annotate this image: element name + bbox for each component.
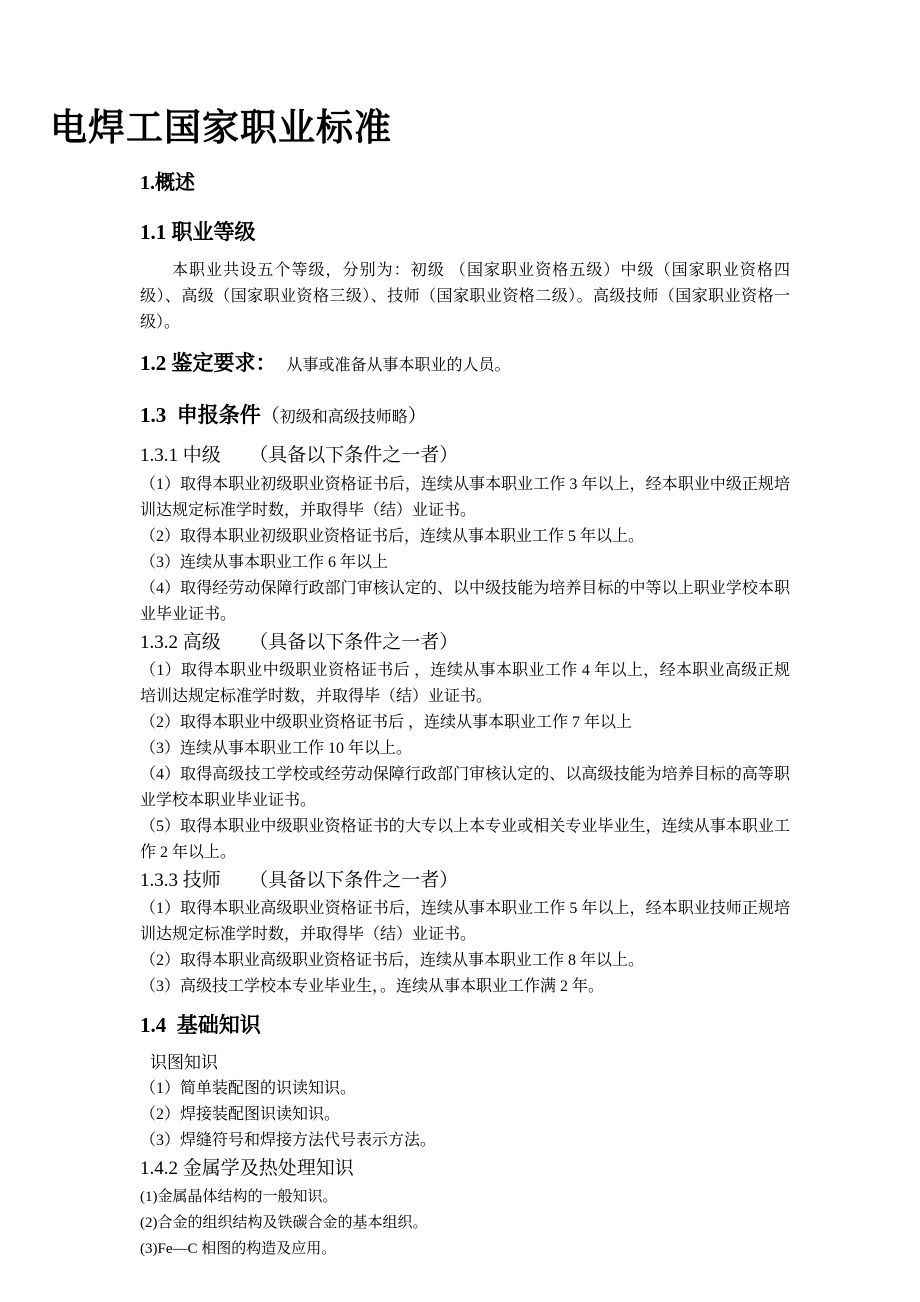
metallurgy-item: (1)金属晶体结构的一般知识。: [140, 1189, 338, 1205]
knowledge-item: （3）焊缝符号和焊接方法代号表示方法。: [140, 1132, 437, 1149]
heading-1-3-note: 初级和高级技师略: [279, 409, 408, 426]
paragraph-occupation-grades: 本职业共设五个等级，分别为：初级 （国家职业资格五级）中级（国家职业资格四级）、高级（国家职业资格三级）、技师（国家职业资格二级）。高级技师（国家职业资格一级）。: [140, 262, 790, 331]
requirement-item: （4）取得经劳动保障行政部门审核认定的、以中级技能为培养目标的中等以上职业学校本职业毕业证书。: [140, 580, 790, 623]
heading-1-3-2: 1.3.2 高级 （具备以下条件之一者）: [140, 632, 459, 653]
heading-1-3-1: 1.3.1 中级 （具备以下条件之一者）: [140, 445, 459, 466]
requirement-item: （2）取得本职业高级职业资格证书后，连续从事本职业工作 8 年以上。: [140, 952, 645, 969]
heading-1-2-label: 1.2 鉴定要求：: [140, 351, 277, 375]
knowledge-item: （2）焊接装配图识读知识。: [140, 1106, 341, 1123]
requirement-item: （1）取得本职业高级职业资格证书后，连续从事本职业工作 5 年以上，经本职业技师正规培训达规定标准学时数，并取得毕（结）业证书。: [140, 900, 790, 943]
heading-1-3-3: 1.3.3 技师 （具备以下条件之一者）: [140, 870, 459, 891]
requirement-item: （1）取得本职业初级职业资格证书后，连续从事本职业工作 3 年以上，经本职业中级正规培训达规定标准学时数，并取得毕（结）业证书。: [140, 476, 790, 519]
metallurgy-item: (2)合金的组织结构及铁碳合金的基本组织。: [140, 1215, 428, 1231]
document-content: [140, 169, 790, 1262]
requirement-item: （4）取得高级技工学校或经劳动保障行政部门审核认定的、以高级技能为培养目标的高等职业学校本职业毕业证书。: [140, 766, 790, 809]
heading-1-3-label: 1.3 申报条件: [140, 403, 261, 427]
knowledge-item: （1）简单装配图的识读知识。: [140, 1080, 357, 1097]
heading-1-2-text: 从事或准备从事本职业的人员。: [286, 357, 511, 374]
requirement-item: （5）取得本职业中级职业资格证书的大专以上本专业或相关专业毕业生，连续从事本职业工作 2 年以上。: [140, 818, 790, 861]
heading-1-3-note-close: ）: [407, 406, 427, 427]
metallurgy-item: (3)Fe—C 相图的构造及应用。: [140, 1241, 337, 1257]
heading-1-2: [140, 349, 790, 380]
heading-1-3-note-open: （: [260, 406, 280, 427]
heading-1-1: 1.1 职业等级: [140, 220, 256, 244]
requirement-item: （2）取得本职业中级职业资格证书后 ，连续从事本职业工作 7 年以上: [140, 714, 633, 731]
heading-overview: 1.概述: [140, 172, 195, 194]
heading-1-4-2: 1.4.2 金属学及热处理知识: [140, 1158, 354, 1179]
requirement-item: （3）连续从事本职业工作 10 年以上。: [140, 740, 413, 757]
requirement-item: （1）取得本职业中级职业资格证书后 ，连续从事本职业工作 4 年以上，经本职业高级正规培训达规定标准学时数，并取得毕（结）业证书。: [140, 662, 790, 705]
requirement-item: （3）连续从事本职业工作 6 年以上: [140, 554, 389, 571]
requirement-item: （3）高级技工学校本专业毕业生，。连续从事本职业工作满 2 年。: [140, 978, 605, 995]
requirement-item: （2）取得本职业初级职业资格证书后，连续从事本职业工作 5 年以上。: [140, 528, 645, 545]
heading-1-3: [140, 401, 790, 432]
heading-1-4: 1.4 基础知识: [140, 1013, 261, 1037]
drawing-knowledge-intro: 识图知识: [150, 1053, 218, 1072]
document-title: 电焊工国家职业标准: [50, 108, 392, 149]
